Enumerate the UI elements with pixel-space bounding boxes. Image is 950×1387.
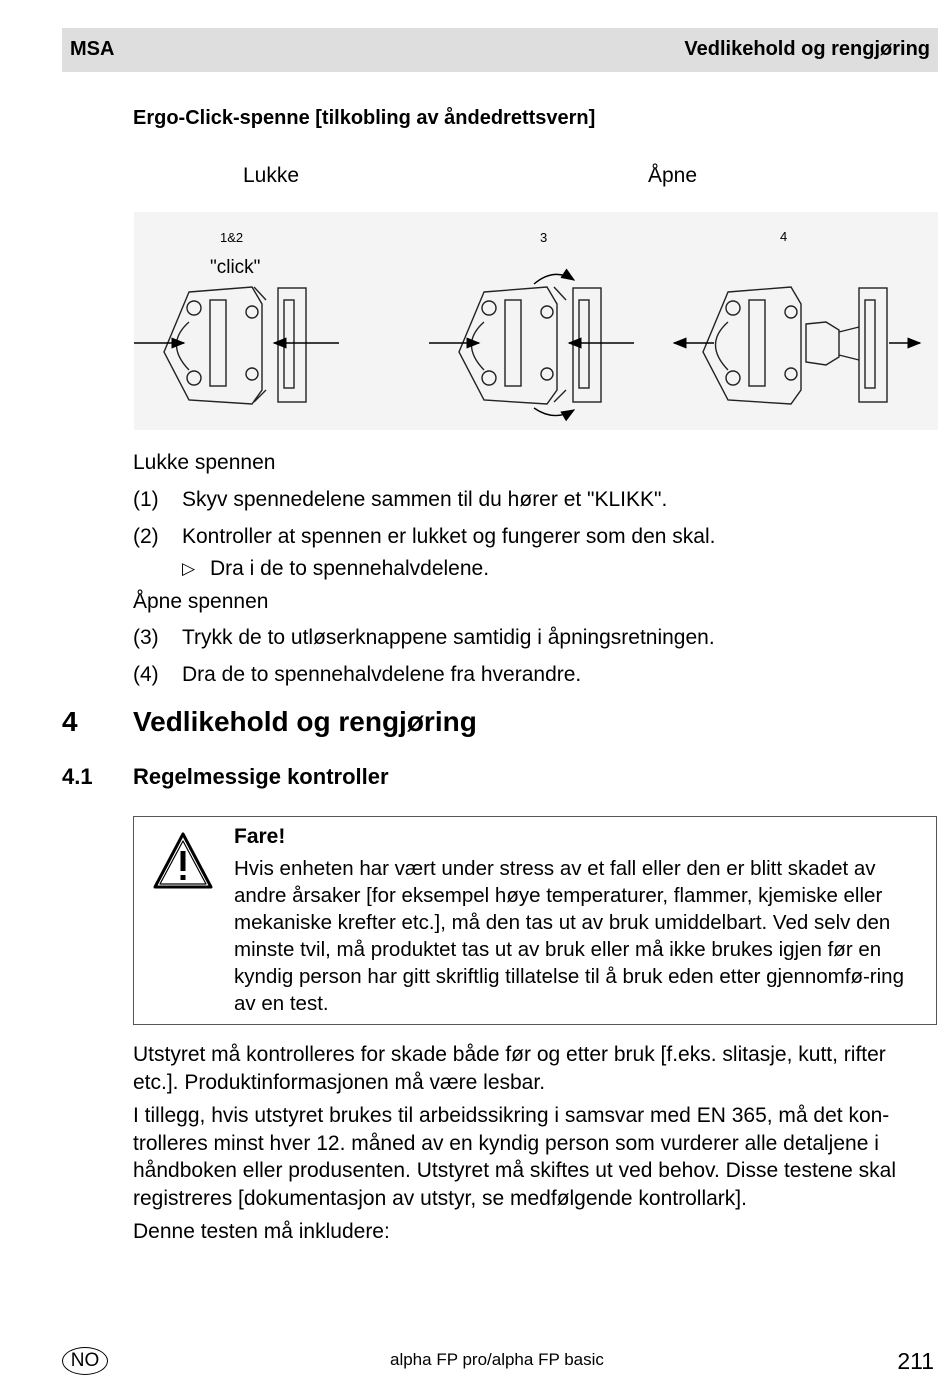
chapter-title: Vedlikehold og rengjøring (133, 706, 477, 737)
step-4-label: 4 (780, 229, 788, 244)
step-number: (3) (133, 626, 159, 649)
page-header (62, 28, 938, 72)
step-text: Kontroller at spennen er lukket og fungerer som den skal. (182, 525, 716, 548)
step-text: Skyv spennedelene sammen til du hører et "KLIKK". (182, 488, 668, 511)
section-number: 4.1 (62, 764, 93, 789)
step-3-label: 3 (540, 230, 548, 245)
buckle-subheading: Ergo-Click-spenne [tilkobling av åndedrettsvern] (133, 107, 596, 129)
paragraph: Utstyret må kontrolleres for skade både før og etter bruk [f.eks. slitasje, kutt, rifter etc.]. Produktinformasjonen må være lesbar. (133, 1043, 886, 1094)
footer-product: alpha FP pro/alpha FP basic (390, 1350, 604, 1369)
section-title: Regelmessige kontroller (133, 764, 389, 789)
label-close: Lukke (243, 164, 300, 187)
label-open: Åpne (648, 164, 698, 187)
chapter-number: 4 (62, 706, 78, 737)
buckle-diagram (134, 212, 938, 430)
result-marker: ▷ (182, 559, 196, 578)
warning-triangle-icon (152, 831, 214, 891)
brand-label: MSA (70, 38, 115, 60)
warning-text: Hvis enheten har vært under stress av et fall eller den er blitt skadet av andre årsaker [for eksempel høye temperaturer, flammer, kjemiske eller mekaniske krefter etc.], må den tas ut av bruk umiddelbart. Ved selv den minste tvil, må produktet tas ut av bruk eller må ikke brukes igjen før en kyndig person har gitt skriftlig tillatelse til å bruk eden etter gjennomfø-ring av en test. (234, 857, 904, 1015)
close-section-title: Lukke spennen (133, 451, 276, 474)
step-text: Dra de to spennehalvdelene fra hverandre. (182, 663, 582, 686)
danger-warning-box (133, 816, 937, 1025)
paragraph: Denne testen må inkludere: (133, 1220, 390, 1243)
header-section-title: Vedlikehold og rengjøring (684, 38, 930, 60)
language-badge: NO (62, 1347, 108, 1375)
paragraph: I tillegg, hvis utstyret brukes til arbeidssikring i samsvar med EN 365, må det kon-trolleres minst hver 12. måned av en kyndig person som vurderer alle detaljene i håndboken eller produsenten. Utstyret må skiftes ut ved behov. Disse testene skal registreres [dokumentasjon av utstyr, se medfølgende kontrollark]. (133, 1104, 897, 1210)
step-12-label: 1&2 (220, 230, 244, 245)
warning-title: Fare! (234, 825, 286, 848)
result-text: Dra i de to spennehalvdelene. (210, 557, 490, 580)
page-number: 211 (897, 1348, 934, 1374)
click-label: "click" (210, 257, 261, 278)
step-number: (2) (133, 525, 159, 548)
open-section-title: Åpne spennen (133, 590, 269, 613)
step-number: (1) (133, 488, 159, 511)
step-number: (4) (133, 663, 159, 686)
step-text: Trykk de to utløserknappene samtidig i åpningsretningen. (182, 626, 715, 649)
